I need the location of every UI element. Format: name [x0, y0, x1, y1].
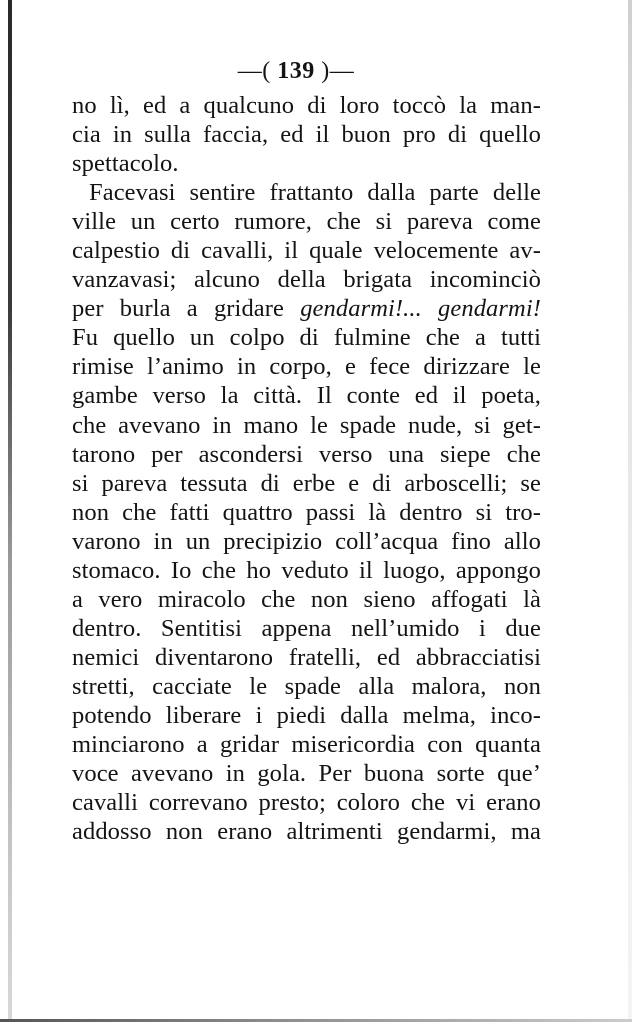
text-line: voce avevano in gola. Per buona sorte que’ [72, 760, 541, 788]
page-left-edge-shadow [8, 0, 12, 1022]
text-line [72, 294, 541, 323]
text-line: Fu quello un colpo di fulmine che a tutti [72, 324, 541, 352]
text-line: tarono per ascondersi verso una siepe che [72, 440, 541, 468]
text-line: addosso non erano altrimenti gendarmi, ma [72, 818, 541, 846]
text-line: dentro. Sentitisi appena nell’umido i due [72, 614, 541, 642]
text-line-italic: gendarmi!... gendarmi! [300, 295, 541, 323]
text-line: stretti, cacciate le spade alla malora, non [72, 672, 541, 700]
body-text [72, 91, 541, 846]
text-line: potendo liberare i piedi dalla melma, inco- [72, 701, 541, 729]
text-line: varono in un precipizio coll’acqua fino allo [72, 527, 541, 555]
text-line: non che fatti quattro passi là dentro si tro- [72, 498, 541, 526]
text-line: cavalli correvano presto; coloro che vi erano [72, 789, 541, 817]
text-line: gambe verso la città. Il conte ed il poeta, [72, 382, 541, 410]
page-number: 139 [277, 58, 315, 84]
text-line: cia in sulla faccia, ed il buon pro di quello [72, 121, 541, 149]
text-line: calpestio di cavalli, il quale velocemente av- [72, 237, 541, 265]
text-line: stomaco. Io che ho veduto il luogo, appongo [72, 556, 541, 584]
text-line: si pareva tessuta di erbe e di arboscelli; se [72, 469, 541, 497]
text-line: no lì, ed a qualcuno di loro toccò la man- [72, 92, 541, 119]
page-right-edge-shadow [628, 0, 632, 1022]
text-line: minciarono a gridar misericordia con quanta [72, 731, 541, 759]
page-number-suffix: )— [321, 58, 355, 84]
text-line: rimise l’animo in corpo, e fece dirizzare le [72, 353, 541, 381]
page-number-prefix: —( [237, 58, 271, 84]
text-line: vanzavasi; alcuno della brigata incominciò [72, 266, 541, 294]
page-number-header [0, 58, 592, 85]
text-line: Facevasi sentire frattanto dalla parte delle [89, 179, 541, 207]
text-line: nemici diventarono fratelli, ed abbracciatisi [72, 643, 541, 671]
text-line-roman: per burla a gridare [72, 295, 301, 323]
text-line: che avevano in mano le spade nude, si get- [72, 411, 541, 439]
text-line: ville un certo rumore, che si pareva come [72, 208, 541, 236]
text-line: a vero miracolo che non sieno affogati là [72, 585, 541, 613]
text-line: spettacolo. [72, 150, 179, 178]
